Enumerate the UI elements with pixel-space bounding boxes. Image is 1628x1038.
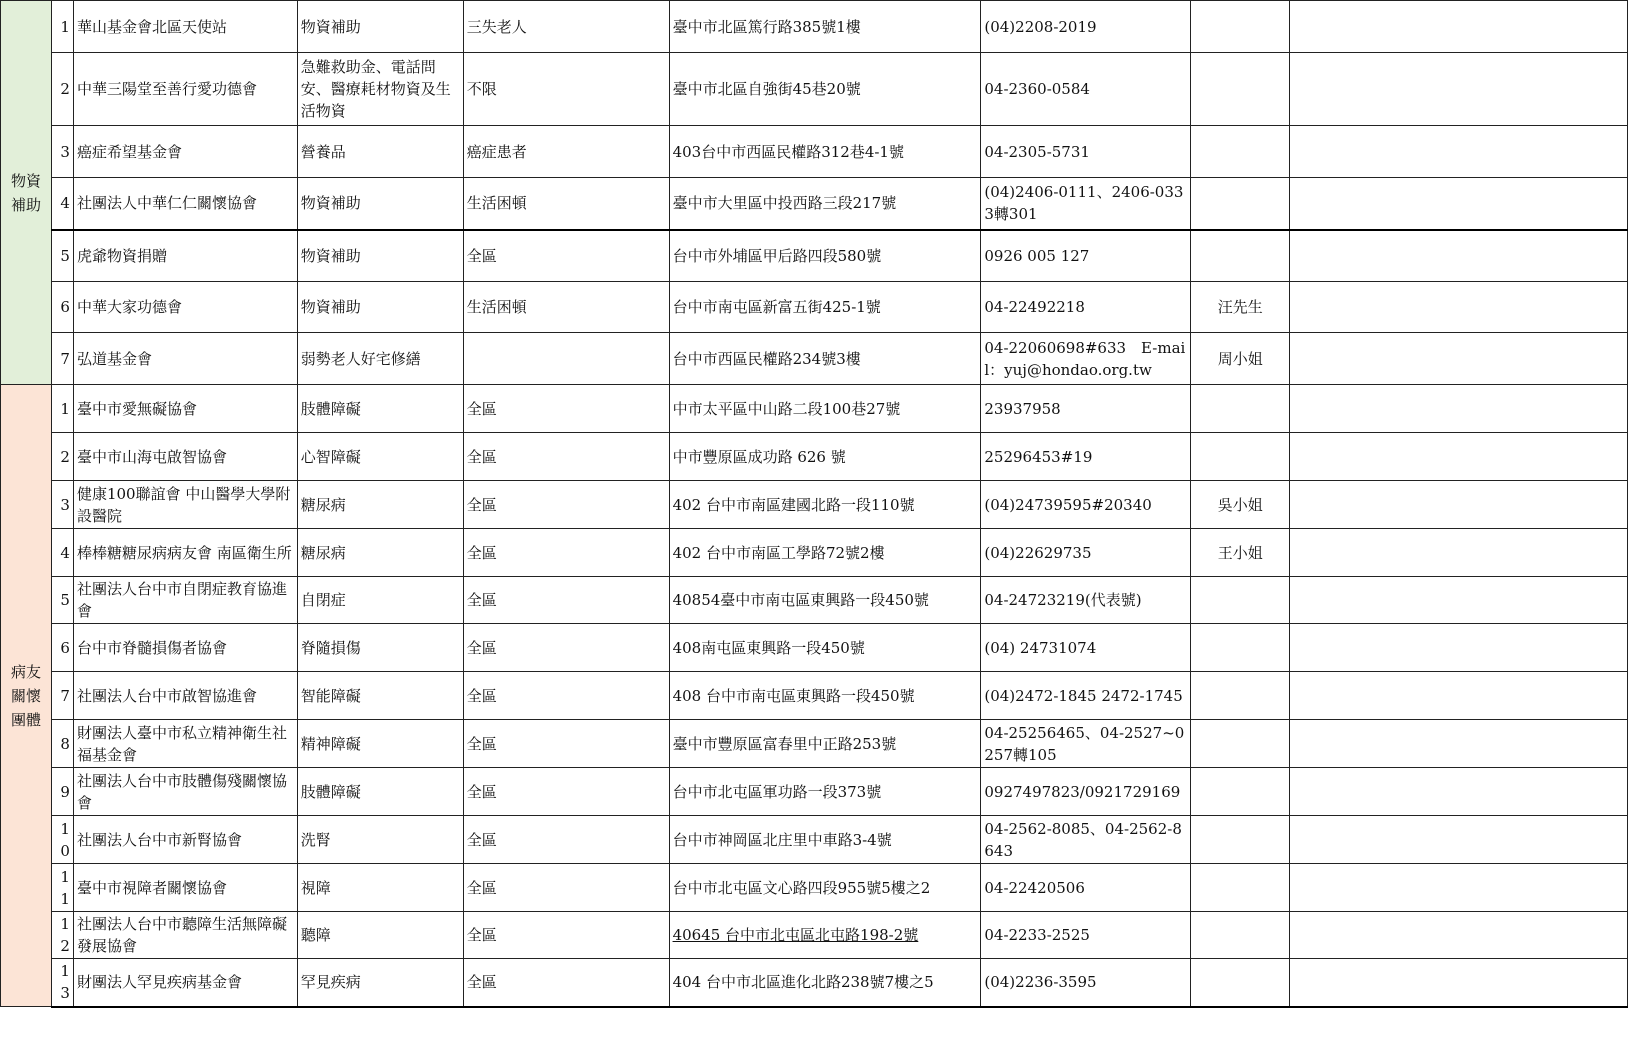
organization-name-cell: 臺中市愛無礙協會 — [73, 385, 297, 433]
target-group-cell: 全區 — [463, 720, 669, 768]
target-group-cell: 全區 — [463, 577, 669, 624]
contact-person-cell — [1191, 53, 1290, 126]
contact-person-cell — [1191, 577, 1290, 624]
row-number-cell: 3 — [51, 126, 73, 178]
row-number-cell: 1 — [51, 385, 73, 433]
address-cell: 台中市西區民權路234號3樓 — [669, 333, 981, 385]
target-group-cell: 全區 — [463, 433, 669, 481]
contact-person-cell — [1191, 433, 1290, 481]
service-type-cell: 物資補助 — [297, 230, 463, 282]
table-row — [1, 178, 1628, 230]
organization-name-cell: 健康100聯誼會 中山醫學大學附設醫院 — [73, 481, 297, 529]
phone-cell: 04-2233-2525 — [981, 912, 1191, 959]
row-number-cell: 2 — [51, 53, 73, 126]
target-group-cell: 全區 — [463, 816, 669, 864]
row-number-cell: 8 — [51, 720, 73, 768]
table-row — [1, 433, 1628, 481]
organization-name-cell: 弘道基金會 — [73, 333, 297, 385]
organization-name-cell: 中華三陽堂至善行愛功德會 — [73, 53, 297, 126]
category-cell — [1, 385, 52, 1007]
organization-name-cell: 社團法人台中市自閉症教育協進會 — [73, 577, 297, 624]
note-cell — [1290, 126, 1628, 178]
address-cell: 台中市北屯區軍功路一段373號 — [669, 768, 981, 816]
target-group-cell: 生活困頓 — [463, 282, 669, 333]
table-row — [1, 529, 1628, 577]
note-cell — [1290, 720, 1628, 768]
organization-name-cell: 台中市脊髓損傷者協會 — [73, 624, 297, 672]
row-number-cell: 3 — [51, 481, 73, 529]
address-cell: 402 台中市南區工學路72號2樓 — [669, 529, 981, 577]
service-type-cell: 物資補助 — [297, 178, 463, 230]
phone-cell: 04-24723219(代表號) — [981, 577, 1191, 624]
service-type-cell: 營養品 — [297, 126, 463, 178]
contact-person-cell — [1191, 230, 1290, 282]
row-number-cell: 4 — [51, 178, 73, 230]
contact-person-cell: 王小姐 — [1191, 529, 1290, 577]
phone-cell: (04)22629735 — [981, 529, 1191, 577]
service-type-cell: 脊隨損傷 — [297, 624, 463, 672]
contact-person-cell — [1191, 864, 1290, 912]
service-type-cell: 肢體障礙 — [297, 385, 463, 433]
target-group-cell: 全區 — [463, 959, 669, 1007]
target-group-cell: 全區 — [463, 672, 669, 720]
phone-cell: 0926 005 127 — [981, 230, 1191, 282]
service-type-cell: 聽障 — [297, 912, 463, 959]
service-type-cell: 急難救助金、電話問安、醫療耗材物資及生活物資 — [297, 53, 463, 126]
row-number-cell: 7 — [51, 333, 73, 385]
organization-name-cell: 中華大家功德會 — [73, 282, 297, 333]
contact-person-cell — [1191, 624, 1290, 672]
contact-person-cell — [1191, 959, 1290, 1007]
address-cell: 台中市南屯區新富五街425-1號 — [669, 282, 981, 333]
phone-cell: 0927497823/0921729169 — [981, 768, 1191, 816]
row-number-cell: 4 — [51, 529, 73, 577]
organization-name-cell: 社團法人台中市新腎協會 — [73, 816, 297, 864]
contact-person-cell — [1191, 385, 1290, 433]
note-cell — [1290, 333, 1628, 385]
table-body — [1, 1, 1628, 1007]
contact-person-cell — [1191, 126, 1290, 178]
organization-name-cell: 華山基金會北區天使站 — [73, 1, 297, 53]
category-line: 補助 — [10, 195, 41, 214]
service-type-cell: 糖尿病 — [297, 529, 463, 577]
note-cell — [1290, 433, 1628, 481]
note-cell — [1290, 768, 1628, 816]
target-group-cell: 不限 — [463, 53, 669, 126]
row-number-cell: 13 — [51, 959, 73, 1007]
address-cell: 402 台中市南區建國北路一段110號 — [669, 481, 981, 529]
row-number-cell: 9 — [51, 768, 73, 816]
table-row — [1, 624, 1628, 672]
table-row — [1, 864, 1628, 912]
address-cell: 408南屯區東興路一段450號 — [669, 624, 981, 672]
address-cell: 臺中市北區篤行路385號1樓 — [669, 1, 981, 53]
table-row — [1, 282, 1628, 333]
target-group-cell: 三失老人 — [463, 1, 669, 53]
table-row — [1, 230, 1628, 282]
table-row — [1, 816, 1628, 864]
note-cell — [1290, 178, 1628, 230]
table-row — [1, 385, 1628, 433]
note-cell — [1290, 1, 1628, 53]
category-line: 物資 — [10, 171, 41, 190]
table-row — [1, 53, 1628, 126]
phone-cell: (04)2472-1845 2472-1745 — [981, 672, 1191, 720]
row-number-cell: 5 — [51, 230, 73, 282]
contact-person-cell — [1191, 816, 1290, 864]
note-cell — [1290, 959, 1628, 1007]
phone-cell: 04-25256465、04-2527~0257轉105 — [981, 720, 1191, 768]
address-cell: 臺中市大里區中投西路三段217號 — [669, 178, 981, 230]
organization-name-cell: 財團法人臺中市私立精神衛生社福基金會 — [73, 720, 297, 768]
note-cell — [1290, 864, 1628, 912]
target-group-cell: 全區 — [463, 624, 669, 672]
contact-person-cell: 周小姐 — [1191, 333, 1290, 385]
note-cell — [1290, 529, 1628, 577]
service-type-cell: 視障 — [297, 864, 463, 912]
phone-cell: (04)24739595#20340 — [981, 481, 1191, 529]
contact-person-cell: 汪先生 — [1191, 282, 1290, 333]
category-line: 病友 — [10, 662, 41, 681]
organization-name-cell: 癌症希望基金會 — [73, 126, 297, 178]
target-group-cell: 癌症患者 — [463, 126, 669, 178]
note-cell — [1290, 912, 1628, 959]
target-group-cell: 全區 — [463, 230, 669, 282]
note-cell — [1290, 672, 1628, 720]
phone-cell: (04)2236-3595 — [981, 959, 1191, 1007]
service-type-cell: 物資補助 — [297, 282, 463, 333]
note-cell — [1290, 282, 1628, 333]
phone-cell: (04) 24731074 — [981, 624, 1191, 672]
note-cell — [1290, 577, 1628, 624]
service-type-cell: 糖尿病 — [297, 481, 463, 529]
phone-cell: (04)2406-0111、2406-0333轉301 — [981, 178, 1191, 230]
note-cell — [1290, 385, 1628, 433]
organization-name-cell: 虎爺物資捐贈 — [73, 230, 297, 282]
organization-name-cell: 臺中市視障者關懷協會 — [73, 864, 297, 912]
note-cell — [1290, 816, 1628, 864]
target-group-cell: 全區 — [463, 385, 669, 433]
organization-name-cell: 社團法人台中市聽障生活無障礙發展協會 — [73, 912, 297, 959]
service-type-cell: 罕見疾病 — [297, 959, 463, 1007]
table-row — [1, 768, 1628, 816]
contact-person-cell — [1191, 720, 1290, 768]
service-type-cell: 智能障礙 — [297, 672, 463, 720]
table-row — [1, 333, 1628, 385]
table-row — [1, 577, 1628, 624]
phone-cell: 04-22492218 — [981, 282, 1191, 333]
table-row — [1, 1, 1628, 53]
contact-person-cell — [1191, 672, 1290, 720]
address-cell: 台中市北屯區文心路四段955號5樓之2 — [669, 864, 981, 912]
address-cell: 台中市神岡區北庄里中車路3-4號 — [669, 816, 981, 864]
row-number-cell: 5 — [51, 577, 73, 624]
contact-person-cell — [1191, 1, 1290, 53]
address-cell: 404 台中市北區進化北路238號7樓之5 — [669, 959, 981, 1007]
organization-name-cell: 社團法人中華仁仁關懷協會 — [73, 178, 297, 230]
note-cell — [1290, 230, 1628, 282]
service-type-cell: 弱勢老人好宅修繕 — [297, 333, 463, 385]
category-line: 團體 — [10, 710, 41, 729]
address-cell: 中市太平區中山路二段100巷27號 — [669, 385, 981, 433]
address-cell: 40645 台中市北屯區北屯路198-2號 — [669, 912, 981, 959]
address-cell: 中市豐原區成功路 626 號 — [669, 433, 981, 481]
target-group-cell: 全區 — [463, 864, 669, 912]
note-cell — [1290, 53, 1628, 126]
phone-cell: 04-2360-0584 — [981, 53, 1191, 126]
address-cell: 臺中市北區自強街45巷20號 — [669, 53, 981, 126]
organization-name-cell: 社團法人台中市啟智協進會 — [73, 672, 297, 720]
contact-person-cell — [1191, 178, 1290, 230]
table-row — [1, 126, 1628, 178]
phone-cell: 04-2305-5731 — [981, 126, 1191, 178]
table-row — [1, 672, 1628, 720]
contact-person-cell — [1191, 768, 1290, 816]
note-cell — [1290, 624, 1628, 672]
organization-name-cell: 臺中市山海屯啟智協會 — [73, 433, 297, 481]
row-number-cell: 1 — [51, 1, 73, 53]
row-number-cell: 6 — [51, 624, 73, 672]
address-cell: 40854臺中市南屯區東興路一段450號 — [669, 577, 981, 624]
target-group-cell: 全區 — [463, 912, 669, 959]
row-number-cell: 12 — [51, 912, 73, 959]
table-row — [1, 959, 1628, 1007]
target-group-cell: 生活困頓 — [463, 178, 669, 230]
service-type-cell: 物資補助 — [297, 1, 463, 53]
table-row — [1, 912, 1628, 959]
organization-name-cell: 社團法人台中市肢體傷殘關懷協會 — [73, 768, 297, 816]
phone-cell: (04)2208-2019 — [981, 1, 1191, 53]
address-cell: 台中市外埔區甲后路四段580號 — [669, 230, 981, 282]
service-type-cell: 自閉症 — [297, 577, 463, 624]
category-cell — [1, 1, 52, 385]
address-cell: 403台中市西區民權路312巷4-1號 — [669, 126, 981, 178]
row-number-cell: 7 — [51, 672, 73, 720]
phone-cell: 25296453#19 — [981, 433, 1191, 481]
target-group-cell — [463, 333, 669, 385]
service-type-cell: 肢體障礙 — [297, 768, 463, 816]
target-group-cell: 全區 — [463, 481, 669, 529]
organization-name-cell: 財團法人罕見疾病基金會 — [73, 959, 297, 1007]
row-number-cell: 2 — [51, 433, 73, 481]
phone-cell: 23937958 — [981, 385, 1191, 433]
row-number-cell: 11 — [51, 864, 73, 912]
phone-cell: 04-2562-8085、04-2562-8643 — [981, 816, 1191, 864]
category-line: 關懷 — [10, 686, 41, 705]
phone-cell: 04-22420506 — [981, 864, 1191, 912]
service-type-cell: 心智障礙 — [297, 433, 463, 481]
address-cell: 臺中市豐原區富春里中正路253號 — [669, 720, 981, 768]
phone-cell: 04-22060698#633 E-mail：yuj@hondao.org.tw — [981, 333, 1191, 385]
contact-person-cell — [1191, 912, 1290, 959]
address-cell: 408 台中市南屯區東興路一段450號 — [669, 672, 981, 720]
table-row — [1, 720, 1628, 768]
service-type-cell: 洗腎 — [297, 816, 463, 864]
organization-name-cell: 棒棒糖糖尿病病友會 南區衛生所 — [73, 529, 297, 577]
table-row — [1, 481, 1628, 529]
contact-person-cell: 吳小姐 — [1191, 481, 1290, 529]
target-group-cell: 全區 — [463, 529, 669, 577]
row-number-cell: 6 — [51, 282, 73, 333]
service-type-cell: 精神障礙 — [297, 720, 463, 768]
note-cell — [1290, 481, 1628, 529]
target-group-cell: 全區 — [463, 768, 669, 816]
row-number-cell: 10 — [51, 816, 73, 864]
